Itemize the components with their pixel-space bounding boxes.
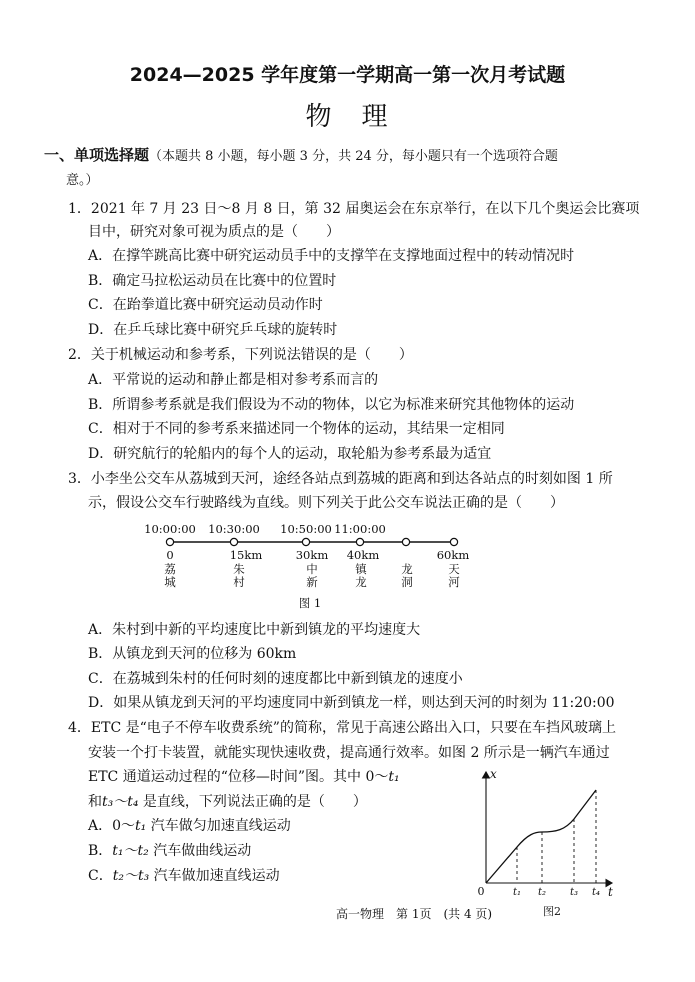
station-name-char: 天: [448, 562, 460, 576]
q4-option-c: [88, 866, 280, 886]
q4-stem-line3-text: ETC 通道运动过程的“位移—时间”图。其中 0～: [88, 769, 389, 785]
q3-option-c: C．在荔城到朱村的任何时刻的速度都比中新到镇龙的速度小: [88, 671, 463, 687]
q3-stem-line2: 示，假设公交车行驶路线为直线。则下列关于此公交车说法正确的是（ ）: [88, 495, 564, 511]
figure-2-caption: 图2: [543, 905, 561, 918]
q4-option-a-text: 汽车做匀加速直线运动: [146, 818, 291, 834]
x-axis-label: t: [608, 885, 613, 899]
section-note-cont: 意。）: [66, 173, 99, 188]
page-footer: 高一物理 第 1页 (共 4 页): [336, 907, 493, 921]
section-note: （本题共 8 小题，每小题 3 分，共 24 分，每小题只有一个选项符合题: [149, 149, 558, 164]
y-axis-label: x: [490, 767, 497, 781]
station-name-char: 村: [233, 575, 245, 589]
distance-label: 15km: [229, 548, 263, 562]
station-dot: [402, 538, 409, 545]
station-dot: [356, 538, 363, 545]
station-name-char: 洞: [401, 575, 413, 589]
tick-t3: t₃: [569, 887, 579, 898]
q4-option-a: [88, 816, 291, 836]
var-t1: t₁: [135, 818, 147, 834]
section-heading-line: [44, 144, 558, 165]
q3-stem-line1: 3．小李坐公交车从荔城到天河，途经各站点到荔城的距离和到达各站点的时刻如图 1 所: [68, 471, 613, 487]
q4-stem-line4: [88, 792, 367, 812]
xt-curve: [486, 790, 596, 883]
station-dot: [166, 538, 173, 545]
q4-option-c-text: 汽车做加速直线运动: [149, 868, 280, 884]
station-name-char: 荔: [164, 562, 176, 576]
figure-1-route-diagram: [140, 518, 490, 618]
q3-option-d: D．如果从镇龙到天河的平均速度同中新到镇龙一样，则达到天河的时刻为 11:20:00: [88, 695, 615, 711]
time-label: 10:50:00: [280, 522, 332, 536]
time-label: 10:00:00: [144, 522, 196, 536]
q1-option-c: C．在跆拳道比赛中研究运动员动作时: [88, 297, 323, 313]
station-name-char: 镇: [355, 562, 367, 576]
section-heading: 一、单项选择题: [44, 146, 150, 164]
var-t1-t2: t₁～t₂: [112, 843, 149, 859]
var-t2-t3: t₂～t₃: [112, 868, 150, 884]
station-name-char: 新: [306, 575, 318, 589]
exam-title: 2024—2025 学年度第一学期高一第一次月考试题: [129, 64, 566, 86]
q4-option-c-prefix: C．: [88, 868, 113, 884]
time-label: 11:00:00: [334, 522, 386, 536]
figure-1-caption: 图 1: [298, 596, 322, 610]
q1-stem-line2: 目中，研究对象可视为质点的是（ ）: [88, 224, 340, 240]
q1-stem-line1: 1．2021 年 7 月 23 日～8 月 8 日，第 32 届奥运会在东京举行，在以下几个奥运会比赛项: [68, 201, 640, 217]
figure-2-xt-graph: [470, 764, 620, 924]
station-name-char: 城: [164, 575, 176, 589]
q4-stem-and: 和: [88, 794, 102, 810]
q4-option-b-prefix: B．: [88, 843, 113, 859]
q4-stem-line1: 4．ETC 是“电子不停车收费系统”的简称，常见于高速公路出入口，只要在车挡风玻璃上: [68, 720, 616, 736]
q4-option-b-text: 汽车做曲线运动: [148, 843, 252, 859]
time-label: 10:30:00: [208, 522, 260, 536]
distance-label: 40km: [346, 548, 380, 562]
q3-option-a: A．朱村到中新的平均速度比中新到镇龙的平均速度大: [88, 622, 421, 638]
station-dot: [450, 538, 457, 545]
tick-t1: t₁: [512, 887, 522, 898]
station-name-char: 龙: [401, 562, 413, 576]
q4-stem-line4-text: 是直线，下列说法正确的是（ ）: [138, 794, 367, 810]
origin-label: 0: [477, 885, 485, 898]
q2-stem: 2．关于机械运动和参考系，下列说法错误的是（ ）: [68, 347, 413, 363]
var-t1: t₁: [388, 769, 400, 785]
q1-option-d: D．在乒乓球比赛中研究乒乓球的旋转时: [88, 322, 338, 338]
q1-option-b: B．确定马拉松运动员在比赛中的位置时: [88, 273, 337, 289]
distance-label: 0: [166, 548, 174, 562]
var-t3-t4: t₃～t₄: [102, 794, 139, 810]
q2-option-c: C．相对于不同的参考系来描述同一个物体的运动，其结果一定相同: [88, 421, 505, 437]
station-name-char: 龙: [355, 575, 367, 589]
q4-option-a-prefix: A．0～: [88, 818, 136, 834]
station-name-char: 中: [306, 562, 318, 576]
distance-label: 30km: [295, 548, 329, 562]
station-dot: [302, 538, 309, 545]
q4-stem-line2: 安装一个打卡装置，就能实现快速收费，提高通行效率。如图 2 所示是一辆汽车通过: [88, 745, 610, 761]
q2-option-a: A．平常说的运动和静止都是相对参考系而言的: [88, 372, 379, 388]
tick-t4: t₄: [591, 887, 601, 898]
q1-option-a: A．在撑竿跳高比赛中研究运动员手中的支撑竿在支撑地面过程中的转动情况时: [88, 248, 575, 264]
q3-option-b: B．从镇龙到天河的位移为 60km: [88, 646, 297, 662]
station-dot: [230, 538, 237, 545]
tick-t2: t₂: [537, 887, 547, 898]
q2-option-b: B．所谓参考系就是我们假设为不动的物体，以它为标准来研究其他物体的运动: [88, 397, 575, 413]
station-name-char: 朱: [233, 562, 245, 576]
distance-label: 60km: [436, 548, 470, 562]
q4-stem-line3: [88, 767, 400, 787]
q4-option-b: [88, 841, 251, 861]
q2-option-d: D．研究航行的轮船内的每个人的运动，取轮船为参考系最为适宜: [88, 446, 492, 462]
station-name-char: 河: [448, 575, 460, 589]
subject-title: 物 理: [305, 102, 390, 132]
